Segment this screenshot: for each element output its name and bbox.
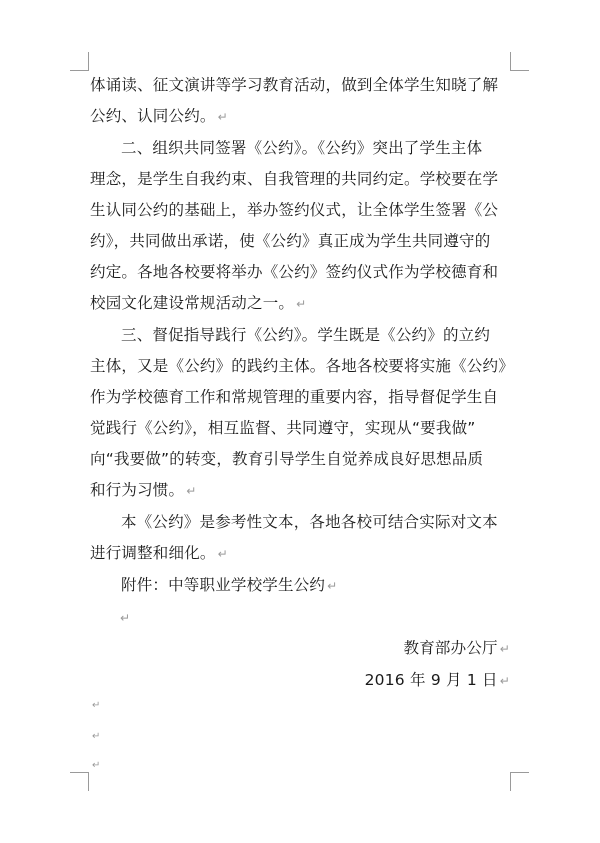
paragraph-mark-icon: ↵ xyxy=(92,731,101,742)
text-line: 公约、认同公约。 ↵ xyxy=(90,107,228,125)
text-line: 二、组织共同签署《公约》。《公约》突出了学生主体 xyxy=(121,139,483,157)
signature-date: 2016 年 9 月 1 日 ↵ xyxy=(364,671,510,689)
crop-mark-top-left xyxy=(70,52,89,71)
paragraph-mark-icon: ↵ xyxy=(499,642,510,656)
paragraph-2 xyxy=(90,133,510,320)
paragraph-mark-icon: ↵ xyxy=(186,484,197,498)
paragraph-mark-icon: ↵ xyxy=(92,760,101,771)
document-body xyxy=(90,70,514,697)
paragraph-attachment xyxy=(90,570,510,602)
text-line: 主体，又是《公约》的践约主体。各地各校要将实施《公约》 xyxy=(90,357,514,375)
paragraph-mark-icon: ↵ xyxy=(92,700,101,711)
text-line: 和行为习惯。 ↵ xyxy=(90,481,197,499)
paragraph-4 xyxy=(90,507,510,570)
paragraph-mark-icon: ↵ xyxy=(327,579,338,593)
paragraph-3 xyxy=(90,320,514,507)
text-line: 生认同公约的基础上，举办签约仪式，让全体学生签署《公 xyxy=(90,201,499,219)
text-line: 理念，是学生自我约束、自我管理的共同约定。学校要在学 xyxy=(90,170,499,188)
text-line: 约》，共同做出承诺，使《公约》真正成为学生共同遵守的 xyxy=(90,232,491,250)
paragraph-mark-icon: ↵ xyxy=(217,547,228,561)
paragraph-mark-icon: ↵ xyxy=(499,674,510,688)
paragraph-mark-icon: ↵ xyxy=(296,297,307,311)
empty-paragraph xyxy=(90,602,510,633)
text-line: 进行调整和细化。 ↵ xyxy=(90,544,228,562)
text-line: 约定。各地各校要将举办《公约》签约仪式作为学校德育和 xyxy=(90,263,499,281)
text-line: 向“我要做”的转变，教育引导学生自觉养成良好思想品质 xyxy=(90,450,484,468)
signature-office: 教育部办公厅 ↵ xyxy=(403,639,510,657)
paragraph-1 xyxy=(90,70,510,133)
paragraph-mark-icon: ↵ xyxy=(120,611,131,625)
text-line: 本《公约》是参考性文本，各地各校可结合实际对文本 xyxy=(121,513,498,531)
text-line: 作为学校德育工作和常规管理的重要内容，指导督促学生自 xyxy=(90,388,499,406)
crop-mark-bottom-right xyxy=(510,772,529,791)
text-line: 觉践行《公约》，相互监督、共同遵守，实现从“要我做” xyxy=(90,419,476,437)
crop-mark-top-right xyxy=(510,52,529,71)
text-line: 三、督促指导践行《公约》。学生既是《公约》的立约 xyxy=(121,326,491,344)
text-line: 附件：中等职业学校学生公约 ↵ xyxy=(121,576,338,594)
text-line: 体诵读、征文演讲等学习教育活动，做到全体学生知晓了解 xyxy=(90,76,499,94)
crop-mark-bottom-left xyxy=(70,772,89,791)
paragraph-mark-icon: ↵ xyxy=(217,110,228,124)
text-line: 校园文化建设常规活动之一。 ↵ xyxy=(90,294,307,312)
